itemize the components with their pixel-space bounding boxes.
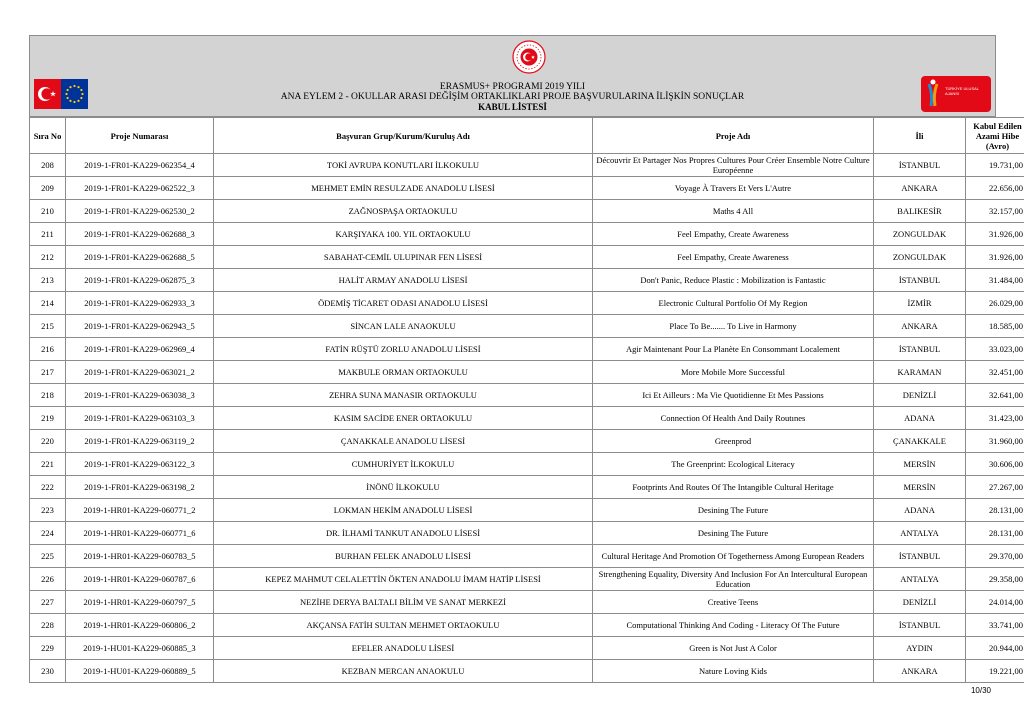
- ministry-seal-icon: [512, 40, 546, 74]
- cell-hibe: 29.358,00: [966, 568, 1024, 591]
- cell-basvuran: TOKİ AVRUPA KONUTLARI İLKOKULU: [214, 154, 593, 177]
- table-row: [30, 453, 1024, 476]
- cell-basvuran: AKÇANSA FATİH SULTAN MEHMET ORTAOKULU: [214, 614, 593, 637]
- cell-hibe: 31.423,00: [966, 407, 1024, 430]
- table-row: [30, 430, 1024, 453]
- cell-proje-numarasi: 2019-1-FR01-KA229-063021_2: [66, 361, 214, 384]
- cell-ili: KARAMAN: [874, 361, 966, 384]
- cell-proje-adi: Computational Thinking And Coding - Literacy Of The Future: [593, 614, 874, 637]
- cell-proje-adi: Feel Empathy, Create Awareness: [593, 223, 874, 246]
- cell-ili: ANTALYA: [874, 568, 966, 591]
- cell-hibe: 28.131,00: [966, 499, 1024, 522]
- table-row: [30, 361, 1024, 384]
- cell-proje-numarasi: 2019-1-FR01-KA229-063103_3: [66, 407, 214, 430]
- table-row: [30, 246, 1024, 269]
- cell-sira-no: 209: [30, 177, 66, 200]
- cell-hibe: 32.451,00: [966, 361, 1024, 384]
- cell-proje-numarasi: 2019-1-FR01-KA229-062969_4: [66, 338, 214, 361]
- cell-sira-no: 219: [30, 407, 66, 430]
- cell-ili: ÇANAKKALE: [874, 430, 966, 453]
- cell-ili: DENİZLİ: [874, 591, 966, 614]
- cell-sira-no: 228: [30, 614, 66, 637]
- cell-hibe: 22.656,00: [966, 177, 1024, 200]
- cell-hibe: 28.131,00: [966, 522, 1024, 545]
- cell-proje-adi: Nature Loving Kids: [593, 660, 874, 683]
- cell-proje-numarasi: 2019-1-HR01-KA229-060771_6: [66, 522, 214, 545]
- cell-ili: MERSİN: [874, 476, 966, 499]
- table-row: [30, 200, 1024, 223]
- cell-basvuran: DR. İLHAMİ TANKUT ANADOLU LİSESİ: [214, 522, 593, 545]
- table-row: [30, 407, 1024, 430]
- page-number: 10/30: [970, 686, 991, 695]
- cell-basvuran: EFELER ANADOLU LİSESİ: [214, 637, 593, 660]
- title-line-3: KABUL LİSTESİ: [478, 102, 547, 112]
- cell-proje-numarasi: 2019-1-HU01-KA229-060885_3: [66, 637, 214, 660]
- cell-proje-adi: Agir Maintenant Pour La Planète En Consommant Localement: [593, 338, 874, 361]
- cell-proje-numarasi: 2019-1-FR01-KA229-063198_2: [66, 476, 214, 499]
- cell-basvuran: FATİN RÜŞTÜ ZORLU ANADOLU LİSESİ: [214, 338, 593, 361]
- title-line-1: ERASMUS+ PROGRAMI 2019 YILI: [439, 82, 586, 92]
- cell-proje-numarasi: 2019-1-HR01-KA229-060787_6: [66, 568, 214, 591]
- header-proje-adi: Proje Adı: [593, 118, 874, 154]
- cell-hibe: 31.926,00: [966, 246, 1024, 269]
- table-row: [30, 568, 1024, 591]
- cell-sira-no: 212: [30, 246, 66, 269]
- cell-basvuran: SABAHAT-CEMİL ULUPINAR FEN LİSESİ: [214, 246, 593, 269]
- cell-proje-numarasi: 2019-1-FR01-KA229-062933_3: [66, 292, 214, 315]
- cell-proje-numarasi: 2019-1-FR01-KA229-062522_3: [66, 177, 214, 200]
- cell-ili: ANKARA: [874, 660, 966, 683]
- cell-proje-numarasi: 2019-1-FR01-KA229-063119_2: [66, 430, 214, 453]
- cell-proje-numarasi: 2019-1-FR01-KA229-062530_2: [66, 200, 214, 223]
- table-row: [30, 545, 1024, 568]
- cell-proje-adi: Voyage À Travers Et Vers L'Autre: [593, 177, 874, 200]
- cell-ili: ADANA: [874, 407, 966, 430]
- cell-proje-adi: Place To Be....... To Live in Harmony: [593, 315, 874, 338]
- table-row: [30, 660, 1024, 683]
- table-row: [30, 177, 1024, 200]
- cell-ili: İSTANBUL: [874, 269, 966, 292]
- cell-basvuran: KARŞIYAKA 100. YIL ORTAOKULU: [214, 223, 593, 246]
- cell-proje-numarasi: 2019-1-FR01-KA229-062875_3: [66, 269, 214, 292]
- national-agency-logo-text: TÜRKİYE ULUSAL AJANSI: [945, 86, 979, 96]
- cell-proje-adi: Green is Not Just A Color: [593, 637, 874, 660]
- cell-ili: İSTANBUL: [874, 614, 966, 637]
- cell-basvuran: ÇANAKKALE ANADOLU LİSESİ: [214, 430, 593, 453]
- cell-sira-no: 213: [30, 269, 66, 292]
- table-row: [30, 292, 1024, 315]
- cell-ili: MERSİN: [874, 453, 966, 476]
- cell-hibe: 32.157,00: [966, 200, 1024, 223]
- cell-proje-adi: Strengthening Equality, Diversity And Inclusion For An Intercultural European Education: [593, 568, 874, 591]
- title-line-2: ANA EYLEM 2 - OKULLAR ARASI DEĞİŞİM ORTAKLIKLARI PROJE BAŞVURULARINA İLİŞKİN SONUÇLAR: [280, 92, 745, 102]
- cell-proje-numarasi: 2019-1-FR01-KA229-062943_5: [66, 315, 214, 338]
- cell-proje-adi: Feel Empathy, Create Awareness: [593, 246, 874, 269]
- document-title: [30, 82, 995, 112]
- cell-hibe: 19.731,00: [966, 154, 1024, 177]
- table-row: [30, 154, 1024, 177]
- document-header: [29, 35, 996, 117]
- cell-sira-no: 217: [30, 361, 66, 384]
- cell-ili: İSTANBUL: [874, 154, 966, 177]
- cell-sira-no: 226: [30, 568, 66, 591]
- cell-proje-numarasi: 2019-1-FR01-KA229-062688_3: [66, 223, 214, 246]
- cell-proje-adi: Footprints And Routes Of The Intangible Cultural Heritage: [593, 476, 874, 499]
- cell-ili: İSTANBUL: [874, 545, 966, 568]
- cell-sira-no: 218: [30, 384, 66, 407]
- header-proje-numarasi: Proje Numarası: [66, 118, 214, 154]
- results-table: [29, 117, 1024, 683]
- cell-ili: ANTALYA: [874, 522, 966, 545]
- cell-hibe: 27.267,00: [966, 476, 1024, 499]
- cell-sira-no: 229: [30, 637, 66, 660]
- cell-proje-numarasi: 2019-1-FR01-KA229-063038_3: [66, 384, 214, 407]
- cell-ili: AYDIN: [874, 637, 966, 660]
- cell-sira-no: 227: [30, 591, 66, 614]
- cell-basvuran: MEHMET EMİN RESULZADE ANADOLU LİSESİ: [214, 177, 593, 200]
- cell-proje-numarasi: 2019-1-FR01-KA229-063122_3: [66, 453, 214, 476]
- cell-proje-numarasi: 2019-1-HR01-KA229-060783_5: [66, 545, 214, 568]
- cell-basvuran: ZAĞNOSPAŞA ORTAOKULU: [214, 200, 593, 223]
- cell-proje-adi: Don't Panic, Reduce Plastic : Mobilization is Fantastic: [593, 269, 874, 292]
- cell-basvuran: İNÖNÜ İLKOKULU: [214, 476, 593, 499]
- cell-sira-no: 210: [30, 200, 66, 223]
- cell-basvuran: MAKBULE ORMAN ORTAOKULU: [214, 361, 593, 384]
- cell-ili: ADANA: [874, 499, 966, 522]
- cell-basvuran: CUMHURİYET İLKOKULU: [214, 453, 593, 476]
- cell-hibe: 31.926,00: [966, 223, 1024, 246]
- cell-proje-numarasi: 2019-1-HR01-KA229-060797_5: [66, 591, 214, 614]
- table-row: [30, 315, 1024, 338]
- cell-sira-no: 223: [30, 499, 66, 522]
- cell-proje-adi: Connection Of Health And Daily Routınes: [593, 407, 874, 430]
- cell-proje-adi: Desining The Future: [593, 499, 874, 522]
- cell-proje-adi: Desining The Future: [593, 522, 874, 545]
- cell-sira-no: 211: [30, 223, 66, 246]
- cell-ili: ZONGULDAK: [874, 246, 966, 269]
- table-row: [30, 522, 1024, 545]
- cell-basvuran: ZEHRA SUNA MANASIR ORTAOKULU: [214, 384, 593, 407]
- cell-sira-no: 220: [30, 430, 66, 453]
- cell-ili: ZONGULDAK: [874, 223, 966, 246]
- cell-hibe: 32.641,00: [966, 384, 1024, 407]
- table-row: [30, 499, 1024, 522]
- header-sira-no: Sıra No: [30, 118, 66, 154]
- cell-basvuran: KEZBAN MERCAN ANAOKULU: [214, 660, 593, 683]
- cell-hibe: 31.484,00: [966, 269, 1024, 292]
- cell-proje-numarasi: 2019-1-FR01-KA229-062354_4: [66, 154, 214, 177]
- cell-proje-numarasi: 2019-1-FR01-KA229-062688_5: [66, 246, 214, 269]
- cell-hibe: 33.023,00: [966, 338, 1024, 361]
- cell-proje-adi: The Greenprint: Ecological Literacy: [593, 453, 874, 476]
- cell-ili: ANKARA: [874, 177, 966, 200]
- cell-sira-no: 224: [30, 522, 66, 545]
- cell-basvuran: ÖDEMİŞ TİCARET ODASI ANADOLU LİSESİ: [214, 292, 593, 315]
- cell-basvuran: KASIM SACİDE ENER ORTAOKULU: [214, 407, 593, 430]
- cell-hibe: 19.221,00: [966, 660, 1024, 683]
- cell-ili: ANKARA: [874, 315, 966, 338]
- cell-proje-adi: Maths 4 All: [593, 200, 874, 223]
- header-hibe: Kabul Edilen Azami Hibe (Avro): [966, 118, 1024, 154]
- cell-basvuran: KEPEZ MAHMUT CELALETTİN ÖKTEN ANADOLU İMAM HATİP LİSESİ: [214, 568, 593, 591]
- cell-basvuran: SİNCAN LALE ANAOKULU: [214, 315, 593, 338]
- cell-proje-adi: Electronic Cultural Portfolio Of My Region: [593, 292, 874, 315]
- cell-sira-no: 208: [30, 154, 66, 177]
- cell-sira-no: 214: [30, 292, 66, 315]
- cell-basvuran: HALİT ARMAY ANADOLU LİSESİ: [214, 269, 593, 292]
- cell-ili: İSTANBUL: [874, 338, 966, 361]
- table-row: [30, 476, 1024, 499]
- cell-proje-numarasi: 2019-1-HR01-KA229-060806_2: [66, 614, 214, 637]
- table-row: [30, 269, 1024, 292]
- table-row: [30, 338, 1024, 361]
- cell-hibe: 31.960,00: [966, 430, 1024, 453]
- cell-proje-adi: Greenprod: [593, 430, 874, 453]
- cell-hibe: 33.741,00: [966, 614, 1024, 637]
- header-basvuran: Başvuran Grup/Kurum/Kuruluş Adı: [214, 118, 593, 154]
- cell-sira-no: 230: [30, 660, 66, 683]
- cell-sira-no: 216: [30, 338, 66, 361]
- table-row: [30, 591, 1024, 614]
- cell-proje-adi: Cultural Heritage And Promotion Of Togetherness Among European Readers: [593, 545, 874, 568]
- cell-ili: İZMİR: [874, 292, 966, 315]
- cell-proje-numarasi: 2019-1-HU01-KA229-060889_5: [66, 660, 214, 683]
- cell-sira-no: 221: [30, 453, 66, 476]
- cell-proje-adi: Ici Et Ailleurs : Ma Vie Quotidienne Et Mes Passions: [593, 384, 874, 407]
- cell-basvuran: NEZİHE DERYA BALTALI BİLİM VE SANAT MERKEZİ: [214, 591, 593, 614]
- cell-hibe: 29.370,00: [966, 545, 1024, 568]
- table-header-row: [30, 118, 1024, 154]
- cell-hibe: 24.014,00: [966, 591, 1024, 614]
- table-row: [30, 384, 1024, 407]
- cell-basvuran: LOKMAN HEKİM ANADOLU LİSESİ: [214, 499, 593, 522]
- cell-hibe: 20.944,00: [966, 637, 1024, 660]
- cell-ili: DENİZLİ: [874, 384, 966, 407]
- table-row: [30, 223, 1024, 246]
- cell-proje-numarasi: 2019-1-HR01-KA229-060771_2: [66, 499, 214, 522]
- table-row: [30, 614, 1024, 637]
- cell-sira-no: 222: [30, 476, 66, 499]
- cell-hibe: 26.029,00: [966, 292, 1024, 315]
- cell-proje-adi: Découvrir Et Partager Nos Propres Cultures Pour Créer Ensemble Notre Culture Européenne: [593, 154, 874, 177]
- cell-hibe: 30.606,00: [966, 453, 1024, 476]
- cell-basvuran: BURHAN FELEK ANADOLU LİSESİ: [214, 545, 593, 568]
- cell-proje-adi: Creative Teens: [593, 591, 874, 614]
- cell-ili: BALIKESİR: [874, 200, 966, 223]
- cell-sira-no: 225: [30, 545, 66, 568]
- cell-sira-no: 215: [30, 315, 66, 338]
- cell-proje-adi: More Mobile More Successful: [593, 361, 874, 384]
- table-row: [30, 637, 1024, 660]
- header-ili: İli: [874, 118, 966, 154]
- cell-hibe: 18.585,00: [966, 315, 1024, 338]
